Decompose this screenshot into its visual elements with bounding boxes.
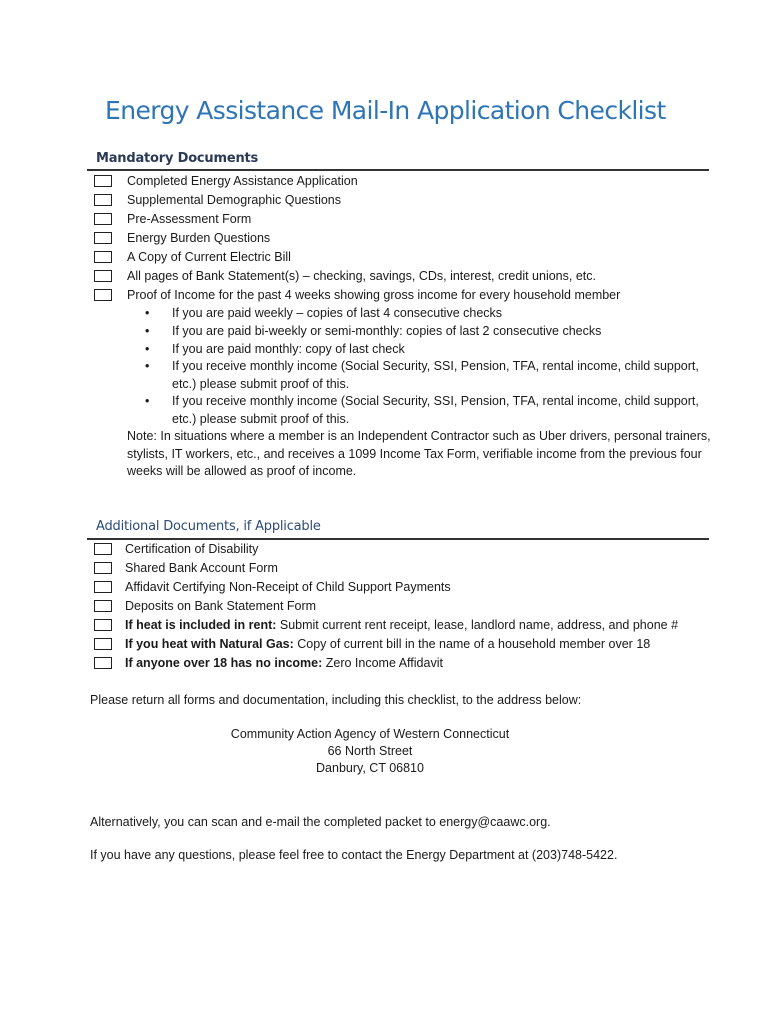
checklist-item: All pages of Bank Statement(s) – checking, savings, CDs, interest, credit unions, etc. [127, 269, 596, 283]
checkbox-child-support-affidavit[interactable] [94, 581, 112, 593]
checklist-item [125, 654, 443, 672]
checkbox-application[interactable] [94, 175, 112, 187]
checkbox-deposits-form[interactable] [94, 600, 112, 612]
additional-documents-heading: Additional Documents, if Applicable [96, 519, 321, 534]
checklist-item-text: Submit current rent receipt, lease, landlord name, address, and phone # [276, 618, 679, 632]
checklist-item-condition: If heat is included in rent: [125, 618, 277, 632]
page-title: Energy Assistance Mail-In Application Checklist [105, 96, 666, 125]
checklist-item [125, 635, 650, 653]
bullet-marker: • [145, 306, 150, 320]
contact-instruction: If you have any questions, please feel free to contact the Energy Department at (203)748-5422. [90, 848, 618, 862]
checklist-item-condition: If anyone over 18 has no income: [125, 656, 323, 670]
checklist-item [125, 578, 451, 596]
checklist-item-text: Zero Income Affidavit [322, 656, 443, 670]
checklist-item-text: Certification of Disability [125, 542, 259, 556]
income-bullet [145, 393, 715, 428]
checklist-item [125, 597, 316, 615]
checkbox-disability[interactable] [94, 543, 112, 555]
checkbox-shared-bank-account[interactable] [94, 562, 112, 574]
mandatory-documents-heading: Mandatory Documents [96, 151, 259, 166]
bullet-marker: • [145, 394, 150, 408]
checkbox-electric-bill[interactable] [94, 251, 112, 263]
checklist-item-condition: If you heat with Natural Gas: [125, 637, 294, 651]
checklist-item: Proof of Income for the past 4 weeks showing gross income for every household member [127, 288, 621, 302]
checklist-item-text: Copy of current bill in the name of a household member over 18 [293, 637, 651, 651]
bullet-text: If you receive monthly income (Social Security, SSI, Pension, TFA, rental income, child support, etc.) please submit proof of this. [172, 359, 699, 391]
checklist-item [125, 616, 678, 634]
checklist-item-text: Deposits on Bank Statement Form [125, 599, 317, 613]
checkbox-proof-of-income[interactable] [94, 289, 112, 301]
checkbox-heat-in-rent[interactable] [94, 619, 112, 631]
address-line: 66 North Street [327, 744, 413, 758]
checklist-item: Pre-Assessment Form [127, 212, 252, 226]
contractor-note: Note: In situations where a member is an Independent Contractor such as Uber drivers, personal trainers, stylists, IT workers, etc., and receives a 1099 Income Tax Form, verifiable income from the previous four weeks will be allowed as proof of income. [127, 429, 711, 478]
address-line: Community Action Agency of Western Connecticut [230, 727, 510, 741]
email-instruction: Alternatively, you can scan and e-mail the completed packet to energy@caawc.org. [90, 815, 551, 829]
bullet-text: If you are paid weekly – copies of last 4 consecutive checks [172, 306, 503, 320]
checkbox-bank-statements[interactable] [94, 270, 112, 282]
checkbox-natural-gas[interactable] [94, 638, 112, 650]
checklist-item: A Copy of Current Electric Bill [127, 250, 291, 264]
income-bullet [145, 358, 715, 393]
income-bullet [145, 305, 715, 323]
mandatory-divider [87, 169, 709, 171]
bullet-marker: • [145, 342, 150, 356]
checklist-item: Energy Burden Questions [127, 231, 271, 245]
return-instruction: Please return all forms and documentation, including this checklist, to the address below: [90, 693, 582, 707]
checkbox-pre-assessment[interactable] [94, 213, 112, 225]
checklist-item-text: Affidavit Certifying Non-Receipt of Child Support Payments [125, 580, 451, 594]
checklist-item-text: Shared Bank Account Form [125, 561, 278, 575]
checklist-item [125, 540, 258, 558]
income-bullet [145, 323, 715, 341]
checklist-item [125, 559, 278, 577]
checkbox-zero-income[interactable] [94, 657, 112, 669]
mailing-address [180, 726, 560, 777]
checklist-item: Supplemental Demographic Questions [127, 193, 342, 207]
bullet-marker: • [145, 324, 150, 338]
bullet-text: If you receive monthly income (Social Security, SSI, Pension, TFA, rental income, child support, etc.) please submit proof of this. [172, 394, 699, 426]
checklist-item: Completed Energy Assistance Application [127, 174, 358, 188]
checkbox-energy-burden[interactable] [94, 232, 112, 244]
checkbox-demographic-questions[interactable] [94, 194, 112, 206]
bullet-text: If you are paid bi-weekly or semi-monthly: copies of last 2 consecutive checks [172, 324, 602, 338]
bullet-text: If you are paid monthly: copy of last check [172, 342, 405, 356]
bullet-marker: • [145, 359, 150, 373]
address-line: Danbury, CT 06810 [316, 761, 424, 775]
income-bullet [145, 341, 715, 359]
